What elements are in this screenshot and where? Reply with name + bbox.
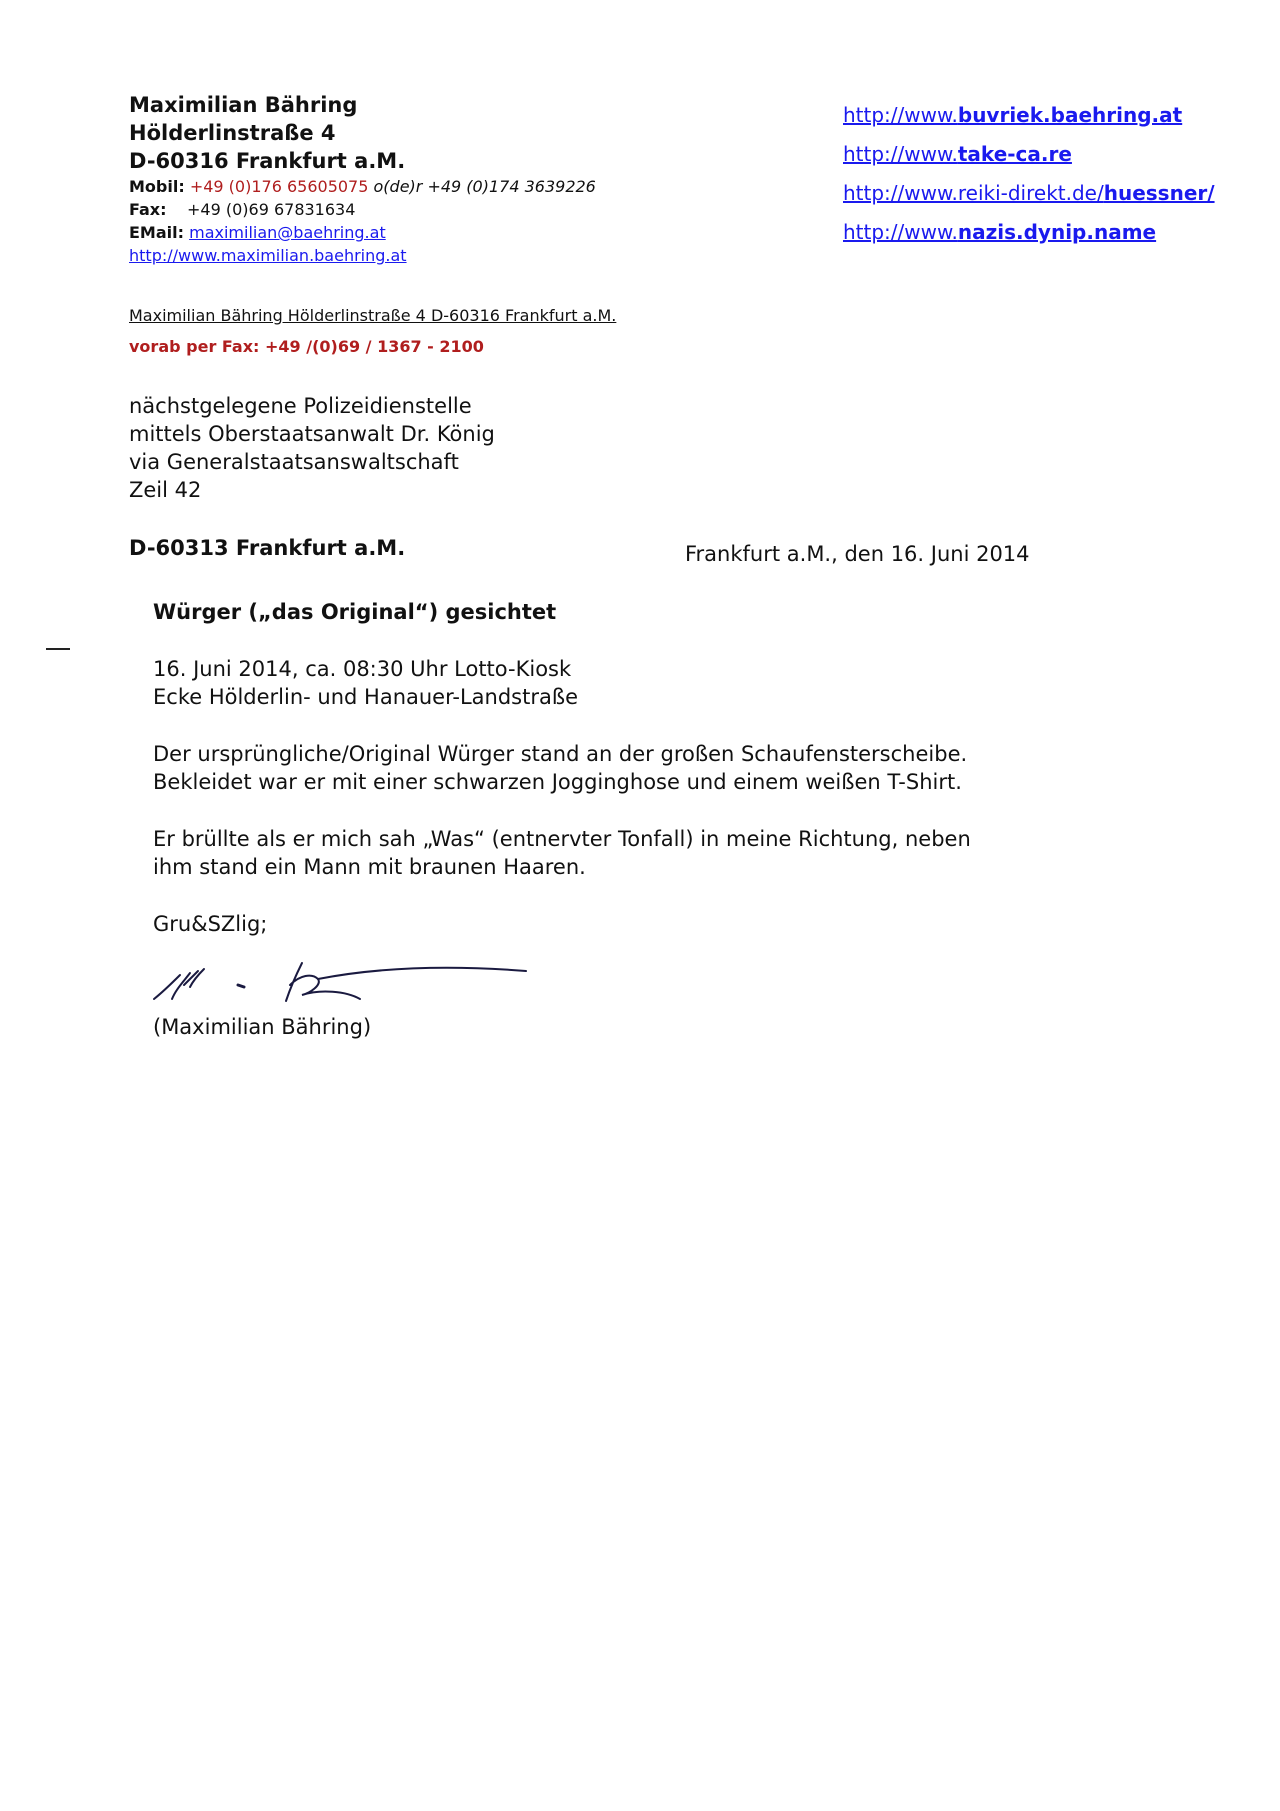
top-link-bold: buvriek.baehring.at [957,103,1183,127]
top-link-take-care[interactable] [843,140,1072,168]
email-line [129,222,386,244]
top-link-buvriek[interactable] [843,101,1182,129]
location-line-2: Ecke Hölderlin- und Hanauer-Landstraße [153,685,579,709]
mobile-number-2: +49 (0)174 3639226 [427,177,596,196]
top-link-reiki[interactable] [843,179,1215,207]
email-link[interactable]: maximilian@baehring.at [189,223,386,242]
top-link-prefix: http://www.reiki-direkt.de/ [843,181,1104,205]
top-link-prefix: http://www. [843,103,958,127]
recipient-line-1: nächstgelegene Polizeidienstelle [129,394,472,418]
top-link-bold: huessner/ [1103,181,1215,205]
top-link-bold: nazis.dynip.name [957,220,1157,244]
fax-label: Fax: [129,200,167,219]
paragraph-1-line-2: Bekleidet war er mit einer schwarzen Jogginghose und einem weißen T-Shirt. [153,770,962,794]
sender-name: Maximilian Bähring [129,93,358,117]
email-label: EMail: [129,223,185,242]
fax-number: +49 (0)69 67831634 [187,200,356,219]
top-link-nazis[interactable] [843,218,1156,246]
website-line [129,245,407,267]
mobile-label: Mobil: [129,177,185,196]
recipient-line-2: mittels Oberstaatsanwalt Dr. König [129,422,495,446]
location-line-1: 16. Juni 2014, ca. 08:30 Uhr Lotto-Kiosk [153,657,572,681]
top-link-prefix: http://www. [843,220,958,244]
date-line: Frankfurt a.M., den 16. Juni 2014 [685,542,1030,566]
paragraph-1-line-1: Der ursprüngliche/Original Würger stand an der großen Schaufensterscheibe. [153,742,968,766]
return-address: Maximilian Bähring Hölderlinstraße 4 D-60316 Frankfurt a.M. [129,306,617,325]
signature-name: (Maximilian Bähring) [153,1015,372,1039]
fax-ahead-number: +49 /(0)69 / 1367 - 2100 [264,337,484,356]
signature-icon [150,955,530,1015]
fax-line [129,199,355,221]
mobile-or: o(de)r [373,177,423,196]
closing: Gru&SZlig; [153,912,268,936]
recipient-line-3: via Generalstaatsanswaltschaft [129,450,459,474]
website-link[interactable]: http://www.maximilian.baehring.at [129,246,407,265]
fax-ahead-label: vorab per Fax: [129,337,260,356]
fax-ahead-line [129,337,484,356]
top-link-prefix: http://www. [843,142,958,166]
sender-street: Hölderlinstraße 4 [129,121,336,145]
paragraph-2-line-1: Er brüllte als er mich sah „Was“ (entnervter Tonfall) in meine Richtung, neben [153,827,971,851]
mobile-number-1: +49 (0)176 65605075 [189,177,369,196]
recipient-line-4: Zeil 42 [129,478,202,502]
paragraph-2-line-2: ihm stand ein Mann mit braunen Haaren. [153,855,586,879]
sender-city: D-60316 Frankfurt a.M. [129,149,406,173]
recipient-city: D-60313 Frankfurt a.M. [129,536,406,560]
fold-mark [46,648,70,650]
top-link-bold: take-ca.re [957,142,1072,166]
mobile-line [129,176,596,198]
subject-line: Würger („das Original“) gesichtet [153,600,557,624]
